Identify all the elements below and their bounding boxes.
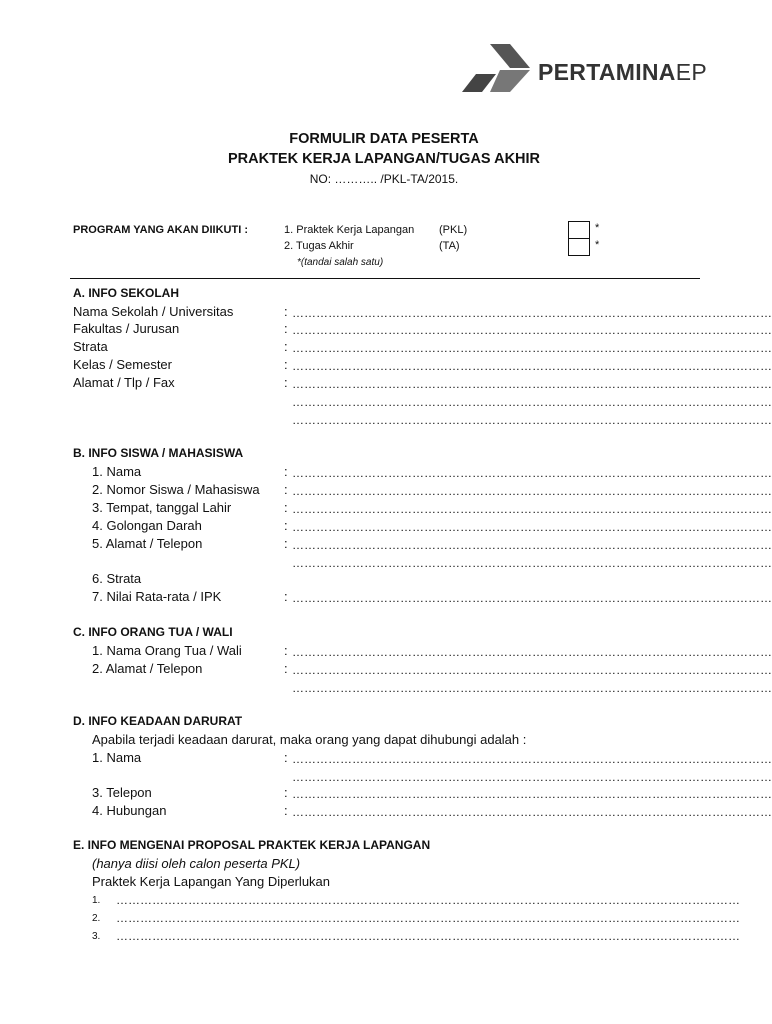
program-option-ta: 2. Tugas Akhir — [284, 240, 354, 252]
field-label: 7. Nilai Rata-rata / IPK — [92, 589, 222, 604]
field-colon: : — [284, 785, 288, 800]
student-address-field-line2[interactable]: ………………………………………………………………………………………………………… — [292, 556, 772, 570]
program-label: PROGRAM YANG AKAN DIIKUTI : — [73, 224, 248, 236]
field-label: 4. Hubungan — [92, 803, 167, 818]
section-a-heading: A. INFO SEKOLAH — [73, 286, 180, 300]
field-colon: : — [284, 357, 288, 372]
form-number: NO: ……….. /PKL-TA/2015. — [309, 172, 459, 186]
blood-type-field[interactable]: ………………………………………………………………………………………………………… — [292, 520, 772, 534]
student-name-field[interactable]: ………………………………………………………………………………………………………… — [292, 466, 772, 480]
logo-brand: PERTAMINA — [538, 59, 676, 85]
section-d-heading: D. INFO KEADAAN DARURAT — [73, 714, 243, 728]
field-colon: : — [284, 500, 288, 515]
proposal-item-2-field[interactable]: ………………………………………………………………………………………………………………………………………… — [116, 911, 740, 925]
field-label: 2. Nomor Siswa / Mahasiswa — [92, 482, 260, 497]
emergency-intro: Apabila terjadi keadaan darurat, maka orang yang dapat dihubungi adalah : — [92, 732, 527, 747]
list-number: 2. — [92, 913, 101, 924]
school-address-field-line3[interactable]: ………………………………………………………………………………………………………… — [292, 413, 772, 427]
field-label: 4. Golongan Darah — [92, 518, 202, 533]
divider — [70, 278, 700, 279]
school-address-field-line2[interactable]: ………………………………………………………………………………………………………… — [292, 395, 772, 409]
section-b-heading: B. INFO SISWA / MAHASISWA — [73, 446, 244, 460]
section-e-heading: E. INFO MENGENAI PROPOSAL PRAKTEK KERJA LAPANGAN — [73, 838, 431, 852]
form-title: FORMULIR DATA PESERTA — [289, 131, 479, 147]
field-label: 1. Nama — [92, 464, 142, 479]
pkl-asterisk: * — [595, 222, 600, 234]
gpa-field[interactable]: ………………………………………………………………………………………………………… — [292, 591, 772, 605]
emergency-name-field-line2[interactable]: ………………………………………………………………………………………………………… — [292, 770, 772, 784]
faculty-field[interactable]: ………………………………………………………………………………………………………… — [292, 323, 772, 337]
field-colon: : — [284, 589, 288, 604]
field-label: 6. Strata — [92, 571, 142, 586]
student-address-field[interactable]: ………………………………………………………………………………………………………… — [292, 538, 772, 552]
parent-name-field[interactable]: ………………………………………………………………………………………………………… — [292, 645, 772, 659]
birth-field[interactable]: ………………………………………………………………………………………………………… — [292, 502, 772, 516]
school-name-field[interactable]: ………………………………………………………………………………………………………… — [292, 306, 772, 320]
field-label: 3. Tempat, tanggal Lahir — [92, 500, 232, 515]
field-colon: : — [284, 643, 288, 658]
field-colon: : — [284, 536, 288, 551]
list-number: 3. — [92, 931, 101, 942]
field-label: 1. Nama — [92, 750, 142, 765]
field-colon: : — [284, 321, 288, 336]
section-e-note: (hanya diisi oleh calon peserta PKL) — [92, 856, 301, 871]
field-colon: : — [284, 464, 288, 479]
field-colon: : — [284, 339, 288, 354]
emergency-relation-field[interactable]: ………………………………………………………………………………………………………… — [292, 805, 772, 819]
student-number-field[interactable]: ………………………………………………………………………………………………………… — [292, 484, 772, 498]
field-label: 3. Telepon — [92, 785, 152, 800]
emergency-phone-field[interactable]: ………………………………………………………………………………………………………… — [292, 787, 772, 801]
field-colon: : — [284, 803, 288, 818]
program-option-pkl: 1. Praktek Kerja Lapangan — [284, 224, 415, 236]
class-semester-field[interactable]: ………………………………………………………………………………………………………… — [292, 359, 772, 373]
field-colon: : — [284, 482, 288, 497]
field-label: Kelas / Semester — [73, 357, 172, 372]
field-label: 1. Nama Orang Tua / Wali — [92, 643, 242, 658]
program-option-ta-code: (TA) — [439, 240, 460, 252]
field-colon: : — [284, 750, 288, 765]
parent-address-field-line2[interactable]: ………………………………………………………………………………………………………… — [292, 681, 772, 695]
strata-field[interactable]: ………………………………………………………………………………………………………… — [292, 341, 772, 355]
proposal-item-3-field[interactable]: ………………………………………………………………………………………………………………………………………… — [116, 929, 740, 943]
section-c-heading: C. INFO ORANG TUA / WALI — [73, 625, 233, 639]
program-option-pkl-code: (PKL) — [439, 224, 468, 236]
logo-text — [538, 59, 707, 86]
list-number: 1. — [92, 895, 101, 906]
field-colon: : — [284, 661, 288, 676]
emergency-name-field[interactable]: ………………………………………………………………………………………………………… — [292, 752, 772, 766]
field-label: Fakultas / Jurusan — [73, 321, 180, 336]
field-label: Alamat / Tlp / Fax — [73, 375, 175, 390]
logo-suffix: EP — [675, 59, 708, 85]
field-label: 2. Alamat / Telepon — [92, 661, 203, 676]
pertamina-logo-icon — [460, 44, 532, 94]
section-e-subheading: Praktek Kerja Lapangan Yang Diperlukan — [92, 874, 331, 889]
school-address-field[interactable]: ………………………………………………………………………………………………………… — [292, 377, 772, 391]
program-note: *(tandai salah satu) — [297, 257, 384, 268]
field-label: Strata — [73, 339, 108, 354]
parent-address-field[interactable]: ………………………………………………………………………………………………………… — [292, 663, 772, 677]
ta-asterisk: * — [595, 239, 600, 251]
pkl-checkbox[interactable] — [568, 221, 590, 239]
ta-checkbox[interactable] — [568, 238, 590, 256]
field-label: 5. Alamat / Telepon — [92, 536, 203, 551]
form-subtitle: PRAKTEK KERJA LAPANGAN/TUGAS AKHIR — [227, 151, 541, 167]
field-colon: : — [284, 304, 288, 319]
field-colon: : — [284, 375, 288, 390]
field-colon: : — [284, 518, 288, 533]
field-label: Nama Sekolah / Universitas — [73, 304, 234, 319]
proposal-item-1-field[interactable]: ………………………………………………………………………………………………………………………………………… — [116, 893, 740, 907]
